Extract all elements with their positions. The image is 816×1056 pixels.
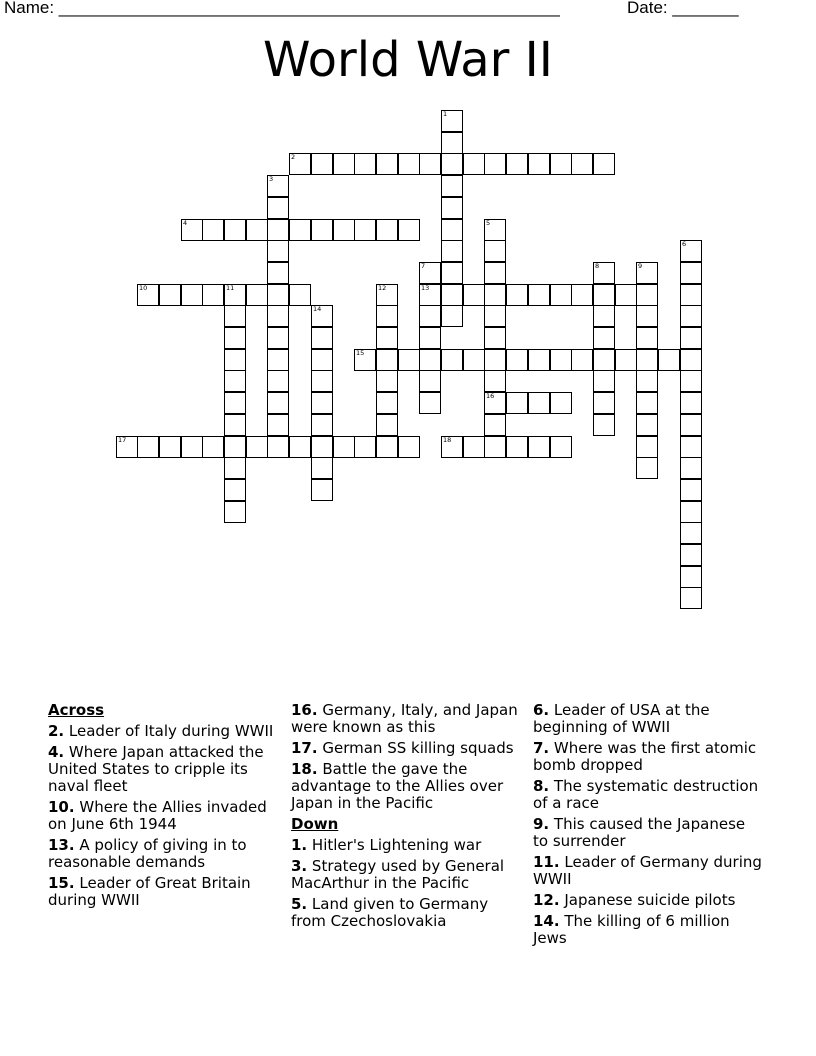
clue-down-11 (533, 854, 763, 888)
clue-down-8 (533, 778, 763, 812)
grid-cell[interactable] (680, 544, 702, 566)
cell-number: 6 (682, 240, 687, 248)
cell-number: 16 (486, 392, 495, 400)
clue-down-3 (291, 858, 519, 892)
page-title: World War II (263, 32, 553, 88)
grid-cell[interactable] (441, 153, 463, 175)
clue-down-5 (291, 896, 519, 930)
grid-cell[interactable] (311, 414, 333, 436)
grid-cell[interactable] (376, 414, 398, 436)
grid-cell[interactable] (680, 522, 702, 544)
clue-across-2 (48, 723, 278, 740)
grid-cell[interactable] (419, 392, 441, 414)
grid-cell[interactable] (376, 392, 398, 414)
clue-across-18 (291, 761, 519, 812)
grid-cell[interactable] (376, 327, 398, 349)
grid-cell[interactable] (441, 110, 463, 132)
grid-cell[interactable] (463, 349, 485, 371)
grid-cell[interactable] (636, 392, 658, 414)
clue-number: 11. (533, 853, 560, 871)
grid-cell[interactable] (484, 153, 506, 175)
grid-cell[interactable] (463, 284, 485, 306)
grid-cell[interactable] (354, 349, 376, 371)
grid-cell[interactable] (571, 349, 593, 371)
clue-down-9 (533, 816, 763, 850)
clue-across-4 (48, 744, 278, 795)
grid-cell[interactable] (376, 219, 398, 241)
grid-cell[interactable] (398, 153, 420, 175)
clue-number: 15. (48, 874, 75, 892)
clue-number: 18. (291, 760, 318, 778)
grid-cell[interactable] (484, 436, 506, 458)
grid-cell[interactable] (636, 436, 658, 458)
grid-cell[interactable] (311, 370, 333, 392)
grid-cell[interactable] (441, 132, 463, 154)
grid-cell[interactable] (680, 284, 702, 306)
grid-cell[interactable] (419, 284, 441, 306)
grid-cell[interactable] (593, 370, 615, 392)
grid-cell[interactable] (354, 436, 376, 458)
grid-cell[interactable] (311, 305, 333, 327)
grid-cell[interactable] (311, 436, 333, 458)
grid-cell[interactable] (267, 370, 289, 392)
clue-number: 2. (48, 722, 65, 740)
clue-text: A policy of giving in to reasonable demands (48, 836, 247, 871)
grid-cell[interactable] (441, 349, 463, 371)
grid-cell[interactable] (311, 392, 333, 414)
grid-cell[interactable] (311, 479, 333, 501)
grid-cell[interactable] (680, 327, 702, 349)
grid-cell[interactable] (376, 153, 398, 175)
grid-cell[interactable] (181, 284, 203, 306)
grid-cell[interactable] (506, 392, 528, 414)
date-field-label[interactable]: Date: _______ (627, 0, 739, 17)
grid-cell[interactable] (224, 370, 246, 392)
grid-cell[interactable] (376, 305, 398, 327)
grid-cell[interactable] (224, 479, 246, 501)
grid-cell[interactable] (267, 349, 289, 371)
grid-cell[interactable] (463, 153, 485, 175)
grid-cell[interactable] (181, 219, 203, 241)
grid-cell[interactable] (289, 219, 311, 241)
clue-text: The killing of 6 million Jews (533, 912, 730, 947)
grid-cell[interactable] (246, 219, 268, 241)
grid-cell[interactable] (267, 284, 289, 306)
clue-text: Strategy used by General MacArthur in the Pacific (291, 857, 505, 892)
grid-cell[interactable] (224, 349, 246, 371)
cell-number: 7 (421, 262, 426, 270)
grid-cell[interactable] (224, 219, 246, 241)
grid-cell[interactable] (267, 327, 289, 349)
grid-cell[interactable] (267, 197, 289, 219)
grid-cell[interactable] (484, 327, 506, 349)
clue-text: German SS killing squads (322, 739, 514, 757)
cell-number: 1 (443, 110, 448, 118)
clue-text: This caused the Japanese to surrender (533, 815, 746, 850)
grid-cell[interactable] (680, 349, 702, 371)
grid-cell[interactable] (419, 349, 441, 371)
grid-cell[interactable] (354, 153, 376, 175)
cell-number: 2 (291, 153, 296, 161)
grid-cell[interactable] (528, 284, 550, 306)
grid-cell[interactable] (181, 436, 203, 458)
grid-cell[interactable] (224, 305, 246, 327)
grid-cell[interactable] (333, 436, 355, 458)
cell-number: 17 (118, 436, 127, 444)
grid-cell[interactable] (593, 284, 615, 306)
grid-cell[interactable] (398, 219, 420, 241)
grid-cell[interactable] (550, 284, 572, 306)
grid-cell[interactable] (680, 566, 702, 588)
grid-cell[interactable] (506, 349, 528, 371)
grid-cell[interactable] (680, 587, 702, 609)
grid-cell[interactable] (484, 414, 506, 436)
clue-number: 12. (533, 891, 560, 909)
grid-cell[interactable] (267, 305, 289, 327)
grid-cell[interactable] (354, 219, 376, 241)
grid-cell[interactable] (398, 349, 420, 371)
grid-cell[interactable] (615, 349, 637, 371)
cell-number: 14 (313, 305, 322, 313)
clue-column-3 (533, 702, 763, 951)
clue-down-12 (533, 892, 763, 909)
cell-number: 13 (421, 284, 430, 292)
grid-cell[interactable] (441, 197, 463, 219)
grid-cell[interactable] (419, 153, 441, 175)
grid-cell[interactable] (484, 392, 506, 414)
grid-cell[interactable] (550, 349, 572, 371)
grid-cell[interactable] (680, 501, 702, 523)
grid-cell[interactable] (441, 262, 463, 284)
clue-number: 8. (533, 777, 550, 795)
grid-cell[interactable] (636, 414, 658, 436)
grid-cell[interactable] (419, 370, 441, 392)
grid-cell[interactable] (593, 305, 615, 327)
grid-cell[interactable] (571, 284, 593, 306)
grid-cell[interactable] (267, 414, 289, 436)
grid-cell[interactable] (484, 240, 506, 262)
grid-cell[interactable] (224, 457, 246, 479)
grid-cell[interactable] (224, 392, 246, 414)
clue-text: The systematic destruction of a race (533, 777, 759, 812)
grid-cell[interactable] (680, 240, 702, 262)
grid-cell[interactable] (615, 284, 637, 306)
grid-cell[interactable] (636, 457, 658, 479)
grid-cell[interactable] (680, 414, 702, 436)
grid-cell[interactable] (680, 392, 702, 414)
clue-down-1 (291, 837, 519, 854)
grid-cell[interactable] (289, 153, 311, 175)
grid-cell[interactable] (550, 436, 572, 458)
grid-cell[interactable] (441, 240, 463, 262)
clue-across-10 (48, 799, 278, 833)
grid-cell[interactable] (159, 284, 181, 306)
clue-number: 7. (533, 739, 550, 757)
clue-text: Hitler's Lightening war (311, 836, 482, 854)
grid-cell[interactable] (636, 370, 658, 392)
grid-cell[interactable] (506, 284, 528, 306)
cell-number: 8 (595, 262, 600, 270)
cell-number: 15 (356, 349, 365, 357)
grid-cell[interactable] (224, 436, 246, 458)
clue-across-17 (291, 740, 519, 757)
grid-cell[interactable] (159, 436, 181, 458)
grid-cell[interactable] (376, 349, 398, 371)
clue-text: Battle the gave the advantage to the Allies over Japan in the Pacific (291, 760, 504, 812)
grid-cell[interactable] (246, 436, 268, 458)
clue-number: 9. (533, 815, 550, 833)
cell-number: 3 (269, 175, 274, 183)
grid-cell[interactable] (441, 175, 463, 197)
grid-cell[interactable] (419, 262, 441, 284)
clue-number: 4. (48, 743, 65, 761)
grid-cell[interactable] (289, 284, 311, 306)
clue-number: 13. (48, 836, 75, 854)
clue-column-2 (291, 702, 519, 934)
cell-number: 10 (139, 284, 148, 292)
clue-text: Leader of Italy during WWII (68, 722, 274, 740)
grid-cell[interactable] (333, 153, 355, 175)
clue-number: 5. (291, 895, 308, 913)
cell-number: 4 (183, 219, 188, 227)
grid-cell[interactable] (267, 219, 289, 241)
grid-cell[interactable] (636, 262, 658, 284)
grid-cell[interactable] (267, 175, 289, 197)
grid-cell[interactable] (441, 219, 463, 241)
clue-text: Where Japan attacked the United States to cripple its naval fleet (48, 743, 264, 795)
cell-number: 11 (226, 284, 235, 292)
grid-cell[interactable] (419, 327, 441, 349)
clue-number: 16. (291, 701, 318, 719)
grid-cell[interactable] (419, 305, 441, 327)
grid-cell[interactable] (376, 370, 398, 392)
grid-cell[interactable] (224, 414, 246, 436)
grid-cell[interactable] (376, 436, 398, 458)
grid-cell[interactable] (593, 153, 615, 175)
grid-cell[interactable] (528, 153, 550, 175)
grid-cell[interactable] (202, 219, 224, 241)
grid-cell[interactable] (484, 370, 506, 392)
grid-cell[interactable] (484, 219, 506, 241)
grid-cell[interactable] (311, 349, 333, 371)
grid-cell[interactable] (636, 327, 658, 349)
clue-text: Leader of USA at the beginning of WWII (533, 701, 710, 736)
grid-cell[interactable] (680, 479, 702, 501)
grid-cell[interactable] (116, 436, 138, 458)
cell-number: 9 (638, 262, 643, 270)
clue-number: 14. (533, 912, 560, 930)
grid-cell[interactable] (484, 284, 506, 306)
cell-number: 18 (443, 436, 452, 444)
grid-cell[interactable] (506, 436, 528, 458)
grid-cell[interactable] (441, 284, 463, 306)
clue-text: Japanese suicide pilots (564, 891, 736, 909)
grid-cell[interactable] (137, 436, 159, 458)
grid-cell[interactable] (224, 327, 246, 349)
grid-cell[interactable] (528, 436, 550, 458)
grid-cell[interactable] (593, 327, 615, 349)
clue-text: Where the Allies invaded on June 6th 1944 (48, 798, 267, 833)
grid-cell[interactable] (593, 349, 615, 371)
grid-cell[interactable] (484, 262, 506, 284)
grid-cell[interactable] (636, 284, 658, 306)
grid-cell[interactable] (593, 392, 615, 414)
clue-across-15 (48, 875, 278, 909)
grid-cell[interactable] (441, 305, 463, 327)
clue-across-13 (48, 837, 278, 871)
clue-down-6 (533, 702, 763, 736)
grid-cell[interactable] (506, 153, 528, 175)
clue-text: Germany, Italy, and Japan were known as this (291, 701, 518, 736)
grid-cell[interactable] (202, 284, 224, 306)
clue-column-1 (48, 702, 278, 913)
clue-text: Where was the first atomic bomb dropped (533, 739, 757, 774)
grid-cell[interactable] (224, 284, 246, 306)
clue-text: Leader of Germany during WWII (533, 853, 762, 888)
grid-cell[interactable] (680, 262, 702, 284)
grid-cell[interactable] (441, 436, 463, 458)
grid-cell[interactable] (550, 392, 572, 414)
clue-number: 6. (533, 701, 550, 719)
clue-text: Land given to Germany from Czechoslovakia (291, 895, 489, 930)
grid-cell[interactable] (267, 240, 289, 262)
grid-cell[interactable] (311, 153, 333, 175)
grid-cell[interactable] (593, 262, 615, 284)
name-field-label[interactable]: Name: _____________________________________________________ (4, 0, 560, 17)
grid-cell[interactable] (680, 436, 702, 458)
clue-number: 17. (291, 739, 318, 757)
grid-cell[interactable] (311, 219, 333, 241)
clue-down-7 (533, 740, 763, 774)
grid-cell[interactable] (224, 501, 246, 523)
grid-cell[interactable] (202, 436, 224, 458)
grid-cell[interactable] (680, 370, 702, 392)
grid-cell[interactable] (289, 436, 311, 458)
grid-cell[interactable] (680, 305, 702, 327)
grid-cell[interactable] (484, 349, 506, 371)
grid-cell[interactable] (137, 284, 159, 306)
grid-cell[interactable] (571, 153, 593, 175)
grid-cell[interactable] (246, 284, 268, 306)
grid-cell[interactable] (267, 392, 289, 414)
grid-cell[interactable] (484, 305, 506, 327)
grid-cell[interactable] (550, 153, 572, 175)
grid-cell[interactable] (528, 349, 550, 371)
clue-number: 10. (48, 798, 75, 816)
cell-number: 12 (378, 284, 387, 292)
grid-cell[interactable] (593, 414, 615, 436)
grid-cell[interactable] (311, 457, 333, 479)
grid-cell[interactable] (333, 219, 355, 241)
grid-cell[interactable] (398, 436, 420, 458)
grid-cell[interactable] (680, 457, 702, 479)
grid-cell[interactable] (528, 392, 550, 414)
grid-cell[interactable] (658, 349, 680, 371)
clue-text: Leader of Great Britain during WWII (48, 874, 251, 909)
down-heading: Down (291, 815, 339, 833)
clue-number: 3. (291, 857, 308, 875)
clue-down-14 (533, 913, 763, 947)
clue-across-16 (291, 702, 519, 736)
grid-cell[interactable] (267, 262, 289, 284)
across-heading: Across (48, 701, 105, 719)
clue-number: 1. (291, 836, 308, 854)
cell-number: 5 (486, 219, 491, 227)
grid-cell[interactable] (267, 436, 289, 458)
grid-cell[interactable] (376, 284, 398, 306)
grid-cell[interactable] (636, 305, 658, 327)
grid-cell[interactable] (311, 327, 333, 349)
grid-cell[interactable] (463, 436, 485, 458)
grid-cell[interactable] (636, 349, 658, 371)
